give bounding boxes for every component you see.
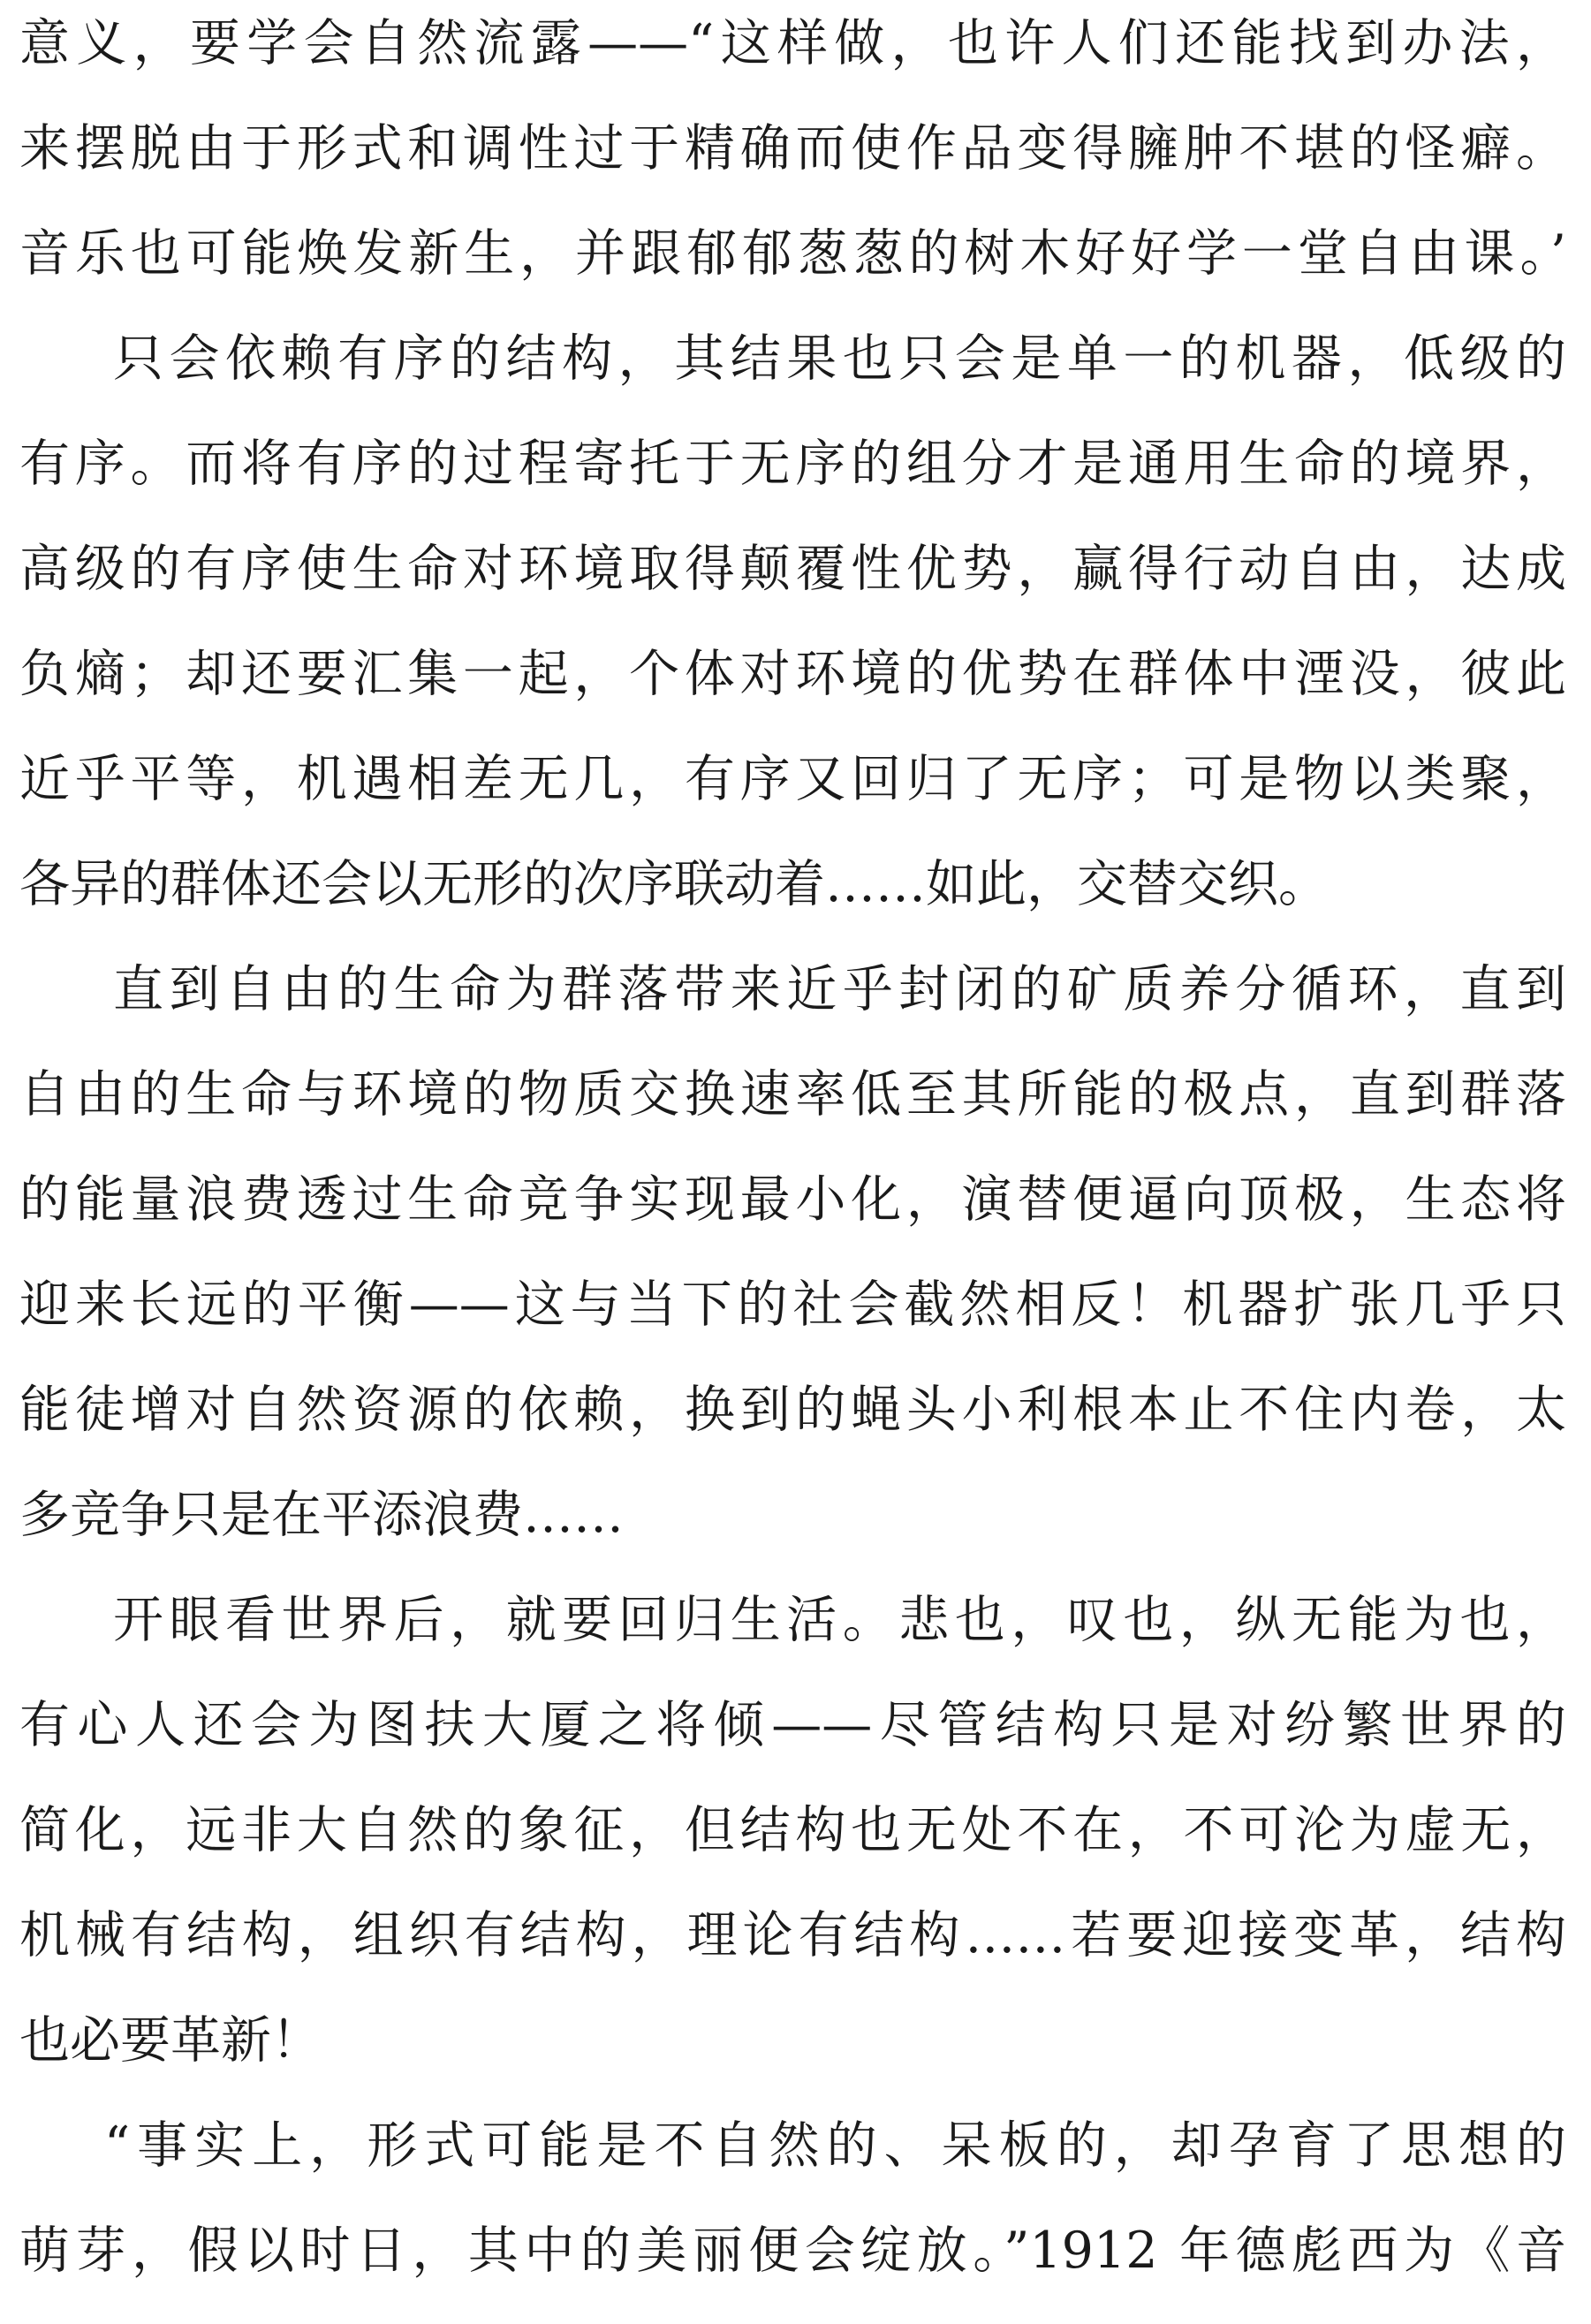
- text-line: 自由的生命与环境的物质交换速率低至其所能的极点，直到群落: [19, 1065, 1566, 1124]
- text-line: 来摆脱由于形式和调性过于精确而使作品变得臃肿不堪的怪癖。: [19, 119, 1566, 178]
- text-line: 也必要革新！: [19, 2011, 322, 2070]
- paragraph-start-line: 直到自由的生命为群落带来近乎封闭的矿质养分循环，直到: [113, 960, 1566, 1018]
- text-line: 萌芽，假以时日，其中的美丽便会绽放。”1912 年德彪西为《音: [19, 2222, 1566, 2280]
- text-line: 能徒增对自然资源的依赖，换到的蝇头小利根本止不住内卷，太: [19, 1381, 1566, 1439]
- text-line: 有序。而将有序的过程寄托于无序的组分才是通用生命的境界，: [19, 435, 1566, 493]
- paragraph-start-line: 开眼看世界后，就要回归生活。悲也，叹也，纵无能为也，: [113, 1591, 1566, 1649]
- text-line: 各异的群体还会以无形的次序联动着……如此，交替交织。: [19, 855, 1329, 913]
- text-line: 意义，要学会自然流露——“这样做，也许人们还能找到办法，: [19, 14, 1566, 72]
- text-line: 机械有结构，组织有结构，理论有结构……若要迎接变革，结构: [19, 1906, 1566, 1964]
- paragraph-start-line: 只会依赖有序的结构，其结果也只会是单一的机器，低级的: [113, 329, 1566, 388]
- paragraph-start-line: “事实上，形式可能是不自然的、呆板的，却孕育了思想的: [104, 2116, 1566, 2175]
- text-line: 有心人还会为图扶大厦之将倾——尽管结构只是对纷繁世界的: [19, 1696, 1566, 1754]
- text-line: 迎来长远的平衡——这与当下的社会截然相反！机器扩张几乎只: [19, 1276, 1566, 1334]
- text-line: 负熵；却还要汇集一起，个体对环境的优势在群体中湮没，彼此: [19, 645, 1566, 703]
- text-line: 多竞争只是在平添浪费……: [19, 1486, 624, 1544]
- text-line: 近乎平等，机遇相差无几，有序又回归了无序；可是物以类聚，: [19, 750, 1566, 808]
- text-line: 高级的有序使生命对环境取得颠覆性优势，赢得行动自由，达成: [19, 540, 1566, 598]
- text-line: 简化，远非大自然的象征，但结构也无处不在，不可沦为虚无，: [19, 1801, 1566, 1859]
- text-line: 的能量浪费透过生命竞争实现最小化，演替便逼向顶极，生态将: [19, 1170, 1566, 1229]
- text-line: 音乐也可能焕发新生，并跟郁郁葱葱的树木好好学一堂自由课。’: [19, 224, 1566, 283]
